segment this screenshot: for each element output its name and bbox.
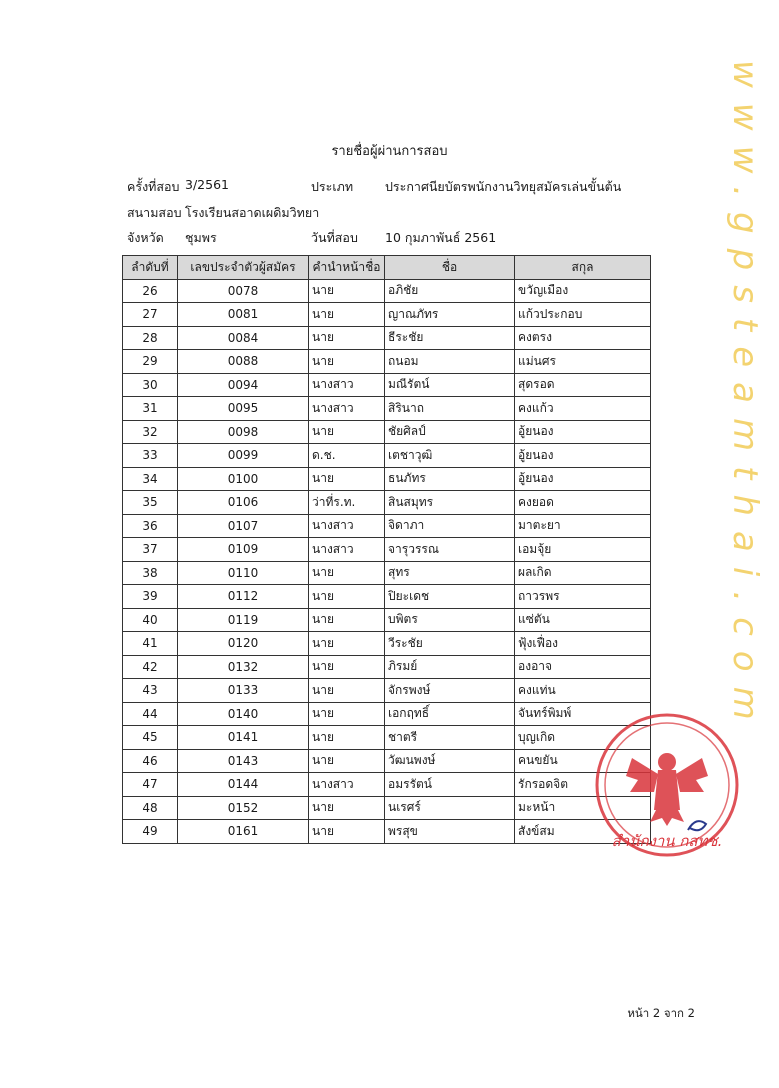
cell-last-name: อู้ยนอง	[515, 420, 651, 444]
cell-last-name: ขวัญเมือง	[515, 279, 651, 303]
cell-first-name: ธีระชัย	[385, 326, 515, 350]
cell-prefix: นาย	[309, 585, 385, 609]
province-value: ชุมพร	[185, 230, 217, 245]
header-first-name: ชื่อ	[385, 256, 515, 280]
cell-first-name: มณีรัตน์	[385, 373, 515, 397]
type-label: ประเภท	[311, 179, 354, 194]
cell-last-name: จันทร์พิมพ์	[515, 702, 651, 726]
cell-seq: 34	[123, 467, 178, 491]
cell-prefix: นาย	[309, 726, 385, 750]
signature-mark	[688, 821, 706, 830]
cell-first-name: สุทร	[385, 561, 515, 585]
cell-first-name: เตชาวุฒิ	[385, 444, 515, 468]
cell-last-name: แซ่ตัน	[515, 608, 651, 632]
table-row	[123, 326, 651, 350]
cell-seq: 40	[123, 608, 178, 632]
table-row	[123, 350, 651, 374]
cell-last-name: ผลเกิด	[515, 561, 651, 585]
cell-first-name: ชัยศิลป์	[385, 420, 515, 444]
cell-prefix: นาย	[309, 796, 385, 820]
table-row	[123, 373, 651, 397]
cell-prefix: นางสาว	[309, 773, 385, 797]
cell-seq: 41	[123, 632, 178, 656]
cell-prefix: ว่าที่ร.ท.	[309, 491, 385, 515]
cell-prefix: นาย	[309, 632, 385, 656]
cell-last-name: คงยอด	[515, 491, 651, 515]
cell-applicant-id: 0106	[178, 491, 309, 515]
table-row	[123, 561, 651, 585]
cell-last-name: รักรอดจิต	[515, 773, 651, 797]
cell-applicant-id: 0161	[178, 820, 309, 844]
cell-seq: 49	[123, 820, 178, 844]
cell-first-name: ญาณภัทร	[385, 303, 515, 327]
cell-seq: 26	[123, 279, 178, 303]
cell-seq: 29	[123, 350, 178, 374]
cell-first-name: ปิยะเดช	[385, 585, 515, 609]
table-row	[123, 514, 651, 538]
cell-first-name: จิดาภา	[385, 514, 515, 538]
cell-applicant-id: 0152	[178, 796, 309, 820]
cell-first-name: บพิตร	[385, 608, 515, 632]
cell-last-name: ฟุ้งเฟื่อง	[515, 632, 651, 656]
cell-last-name: คงแท่น	[515, 679, 651, 703]
cell-first-name: ชาตรี	[385, 726, 515, 750]
venue-value: โรงเรียนสอาดเผดิมวิทยา	[185, 205, 320, 220]
official-seal-stamp	[592, 710, 742, 860]
cell-first-name: อมรรัตน์	[385, 773, 515, 797]
cell-applicant-id: 0133	[178, 679, 309, 703]
cell-seq: 47	[123, 773, 178, 797]
cell-seq: 39	[123, 585, 178, 609]
cell-first-name: วัฒนพงษ์	[385, 749, 515, 773]
cell-prefix: นาย	[309, 350, 385, 374]
cell-prefix: นาย	[309, 608, 385, 632]
cell-first-name: นเรศร์	[385, 796, 515, 820]
cell-first-name: จารุวรรณ	[385, 538, 515, 562]
table-row	[123, 585, 651, 609]
cell-last-name: สังข์สม	[515, 820, 651, 844]
cell-applicant-id: 0141	[178, 726, 309, 750]
cell-applicant-id: 0109	[178, 538, 309, 562]
cell-prefix: ด.ช.	[309, 444, 385, 468]
results-table	[122, 255, 651, 844]
cell-applicant-id: 0094	[178, 373, 309, 397]
table-row	[123, 491, 651, 515]
cell-seq: 44	[123, 702, 178, 726]
cell-last-name: อู้ยนอง	[515, 444, 651, 468]
cell-applicant-id: 0098	[178, 420, 309, 444]
garuda-emblem-icon	[626, 753, 708, 826]
cell-first-name: สิรินาถ	[385, 397, 515, 421]
cell-prefix: นาย	[309, 749, 385, 773]
cell-last-name: แม่นศร	[515, 350, 651, 374]
table-row	[123, 538, 651, 562]
table-row	[123, 444, 651, 468]
cell-seq: 37	[123, 538, 178, 562]
cell-seq: 36	[123, 514, 178, 538]
round-label: ครั้งที่สอบ	[127, 179, 180, 194]
cell-last-name: อู้ยนอง	[515, 467, 651, 491]
cell-applicant-id: 0140	[178, 702, 309, 726]
cell-applicant-id: 0099	[178, 444, 309, 468]
cell-prefix: นางสาว	[309, 538, 385, 562]
cell-seq: 28	[123, 326, 178, 350]
cell-last-name: เอมจุ้ย	[515, 538, 651, 562]
date-value: 10 กุมภาพันธ์ 2561	[385, 230, 497, 245]
cell-applicant-id: 0132	[178, 655, 309, 679]
cell-applicant-id: 0078	[178, 279, 309, 303]
cell-applicant-id: 0084	[178, 326, 309, 350]
cell-first-name: อภิชัย	[385, 279, 515, 303]
cell-first-name: พรสุข	[385, 820, 515, 844]
cell-first-name: ถนอม	[385, 350, 515, 374]
table-row	[123, 820, 651, 844]
cell-applicant-id: 0119	[178, 608, 309, 632]
cell-first-name: ธนภัทร	[385, 467, 515, 491]
cell-last-name: คงตรง	[515, 326, 651, 350]
table-row	[123, 796, 651, 820]
cell-seq: 45	[123, 726, 178, 750]
cell-last-name: แก้วประกอบ	[515, 303, 651, 327]
header-applicant-id: เลขประจำตัวผู้สมัคร	[178, 256, 309, 280]
table-row	[123, 655, 651, 679]
cell-seq: 31	[123, 397, 178, 421]
cell-last-name: มาตะยา	[515, 514, 651, 538]
cell-first-name: สินสมุทร	[385, 491, 515, 515]
round-value: 3/2561	[185, 177, 229, 192]
cell-applicant-id: 0112	[178, 585, 309, 609]
cell-last-name: คนขยัน	[515, 749, 651, 773]
type-value: ประกาศนียบัตรพนักงานวิทยุสมัครเล่นขั้นต้น	[385, 179, 622, 194]
table-row	[123, 279, 651, 303]
table-row	[123, 749, 651, 773]
province-label: จังหวัด	[127, 230, 164, 245]
cell-prefix: นาย	[309, 467, 385, 491]
cell-seq: 48	[123, 796, 178, 820]
website-watermark: www.gpsteamthai.com	[725, 60, 765, 735]
cell-prefix: นาย	[309, 679, 385, 703]
page-title: รายชื่อผู้ผ่านการสอบ	[331, 144, 448, 159]
cell-prefix: นาย	[309, 279, 385, 303]
table-row	[123, 467, 651, 491]
cell-prefix: นาย	[309, 820, 385, 844]
cell-applicant-id: 0143	[178, 749, 309, 773]
cell-last-name: คงแก้ว	[515, 397, 651, 421]
table-header-row	[123, 256, 651, 280]
cell-first-name: วีระชัย	[385, 632, 515, 656]
cell-applicant-id: 0107	[178, 514, 309, 538]
cell-first-name: เอกฤทธิ์	[385, 702, 515, 726]
cell-seq: 35	[123, 491, 178, 515]
cell-prefix: นางสาว	[309, 514, 385, 538]
table-row	[123, 726, 651, 750]
cell-last-name: ถาวรพร	[515, 585, 651, 609]
page-number: หน้า 2 จาก 2	[627, 1006, 695, 1020]
cell-first-name: ภิรมย์	[385, 655, 515, 679]
cell-seq: 30	[123, 373, 178, 397]
table-row	[123, 303, 651, 327]
header-prefix: คำนำหน้าชื่อ	[309, 256, 385, 280]
cell-applicant-id: 0095	[178, 397, 309, 421]
header-seq: ลำดับที่	[123, 256, 178, 280]
table-row	[123, 632, 651, 656]
cell-seq: 32	[123, 420, 178, 444]
cell-prefix: นาย	[309, 561, 385, 585]
stamp-label: สำนักงาน กสทช.	[611, 832, 723, 850]
cell-applicant-id: 0110	[178, 561, 309, 585]
table-row	[123, 397, 651, 421]
cell-last-name: บุญเกิด	[515, 726, 651, 750]
table-row	[123, 608, 651, 632]
cell-prefix: นางสาว	[309, 373, 385, 397]
cell-prefix: นาย	[309, 702, 385, 726]
cell-last-name: องอาจ	[515, 655, 651, 679]
cell-applicant-id: 0120	[178, 632, 309, 656]
cell-prefix: นาย	[309, 420, 385, 444]
table-row	[123, 679, 651, 703]
table-row	[123, 420, 651, 444]
cell-seq: 46	[123, 749, 178, 773]
cell-prefix: นางสาว	[309, 397, 385, 421]
cell-seq: 38	[123, 561, 178, 585]
cell-first-name: จักรพงษ์	[385, 679, 515, 703]
cell-prefix: นาย	[309, 326, 385, 350]
cell-applicant-id: 0144	[178, 773, 309, 797]
cell-seq: 42	[123, 655, 178, 679]
table-row	[123, 702, 651, 726]
cell-seq: 27	[123, 303, 178, 327]
cell-prefix: นาย	[309, 655, 385, 679]
cell-prefix: นาย	[309, 303, 385, 327]
cell-last-name: มะหน้า	[515, 796, 651, 820]
cell-seq: 33	[123, 444, 178, 468]
cell-applicant-id: 0088	[178, 350, 309, 374]
header-last-name: สกุล	[515, 256, 651, 280]
cell-applicant-id: 0081	[178, 303, 309, 327]
venue-label: สนามสอบ	[127, 205, 182, 220]
date-label: วันที่สอบ	[311, 230, 358, 245]
cell-applicant-id: 0100	[178, 467, 309, 491]
cell-seq: 43	[123, 679, 178, 703]
cell-last-name: สุดรอด	[515, 373, 651, 397]
table-row	[123, 773, 651, 797]
